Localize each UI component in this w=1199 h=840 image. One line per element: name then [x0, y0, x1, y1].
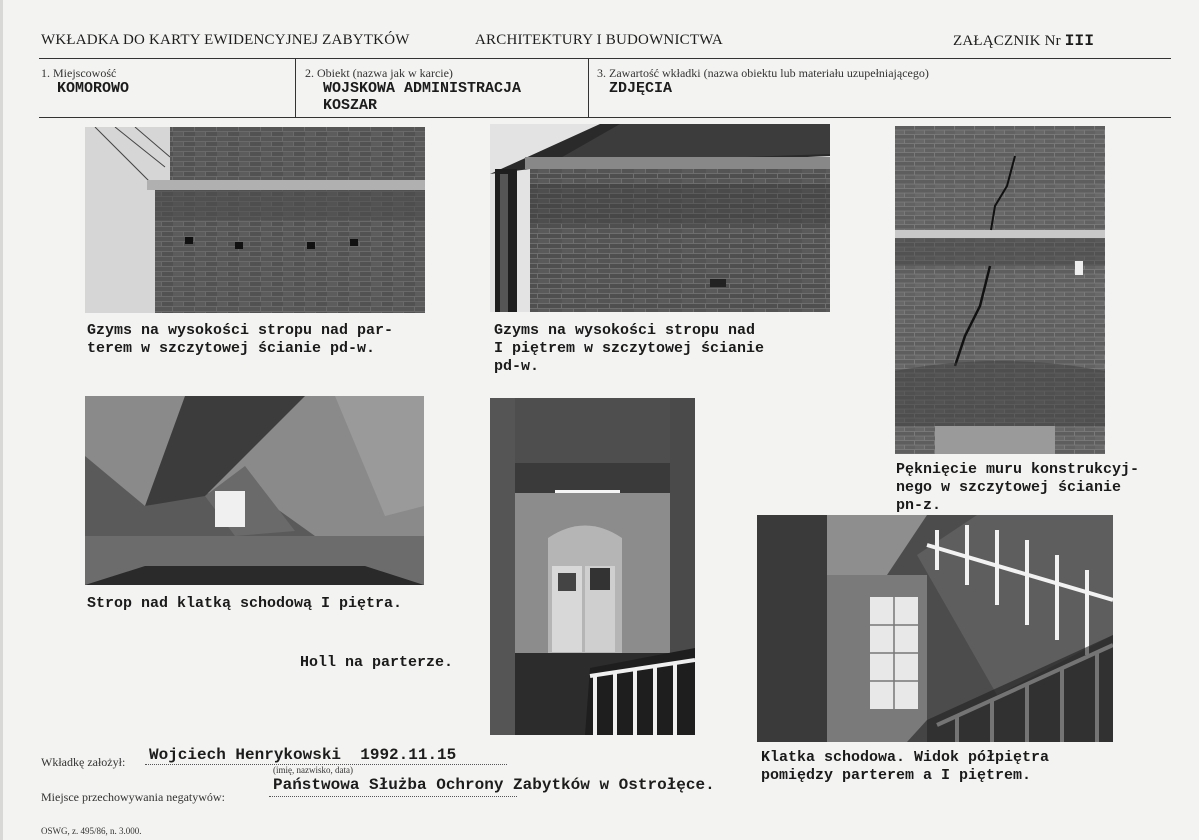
caption-cornice-ground-floor: Gzyms na wysokości stropu nad par- terem w szczytowej ścianie pd-w. — [87, 322, 394, 357]
header-divider — [39, 58, 1171, 59]
field-object-label: 2. Obiekt (nazwa jak w karcie) — [305, 66, 453, 80]
attachment-label-text: ZAŁĄCZNIK Nr — [953, 33, 1061, 49]
field-content-value: ZDJĘCIA — [609, 80, 673, 97]
field-separator — [295, 59, 296, 117]
caption-cornice-first-floor: Gzyms na wysokości stropu nad I piętrem w szczytowej ścianie pd-w. — [494, 322, 765, 375]
form-subtitle: ARCHITEKTURY I BUDOWNICTWA — [475, 32, 723, 48]
caption-staircase: Klatka schodowa. Widok półpiętra pomiędzy parterem a I piętrem. — [761, 749, 1050, 784]
caption-cracked-wall: Pęknięcie muru konstrukcyj- nego w szczytowej ścianie pn-z. — [896, 461, 1140, 514]
field-object-value: WOJSKOWA ADMINISTRACJA KOSZAR — [323, 80, 522, 114]
author-value: Wojciech Henrykowski 1992.11.15 — [149, 746, 457, 764]
author-label: Wkładkę założył: — [41, 755, 126, 769]
field-locality-value: KOMOROWO — [57, 80, 130, 97]
field-locality-label: 1. Miejscowość — [41, 66, 117, 80]
caption-stair-ceiling: Strop nad klatką schodową I piętra. — [87, 595, 403, 612]
attachment-number: III — [1064, 32, 1095, 50]
field-content-label: 3. Zawartość wkładki (nazwa obiektu lub materiału uzupełniającego) — [597, 66, 929, 80]
storage-value: Państwowa Służba Ochrony Zabytków w Ostrołęce. — [273, 776, 715, 794]
photo-cornice-first-floor — [490, 124, 830, 312]
storage-label: Miejsce przechowywania negatywów: — [41, 790, 225, 804]
form-title: WKŁADKA DO KARTY EWIDENCYJNEJ ZABYTKÓW — [41, 32, 410, 48]
print-mark: OSWG, z. 495/86, n. 3.000. — [41, 826, 142, 836]
author-hint: (imię, nazwisko, data) — [273, 765, 353, 775]
photo-cracked-wall — [895, 126, 1105, 454]
photo-staircase — [757, 515, 1113, 742]
attachment-label — [953, 32, 1094, 50]
photo-stair-ceiling — [85, 396, 424, 585]
photo-ground-floor-hall — [490, 398, 695, 735]
field-separator — [588, 59, 589, 117]
caption-ground-floor-hall: Holl na parterze. — [300, 654, 454, 671]
fields-divider — [39, 117, 1171, 118]
storage-dotline — [269, 796, 517, 797]
photo-cornice-ground-floor — [85, 127, 425, 313]
